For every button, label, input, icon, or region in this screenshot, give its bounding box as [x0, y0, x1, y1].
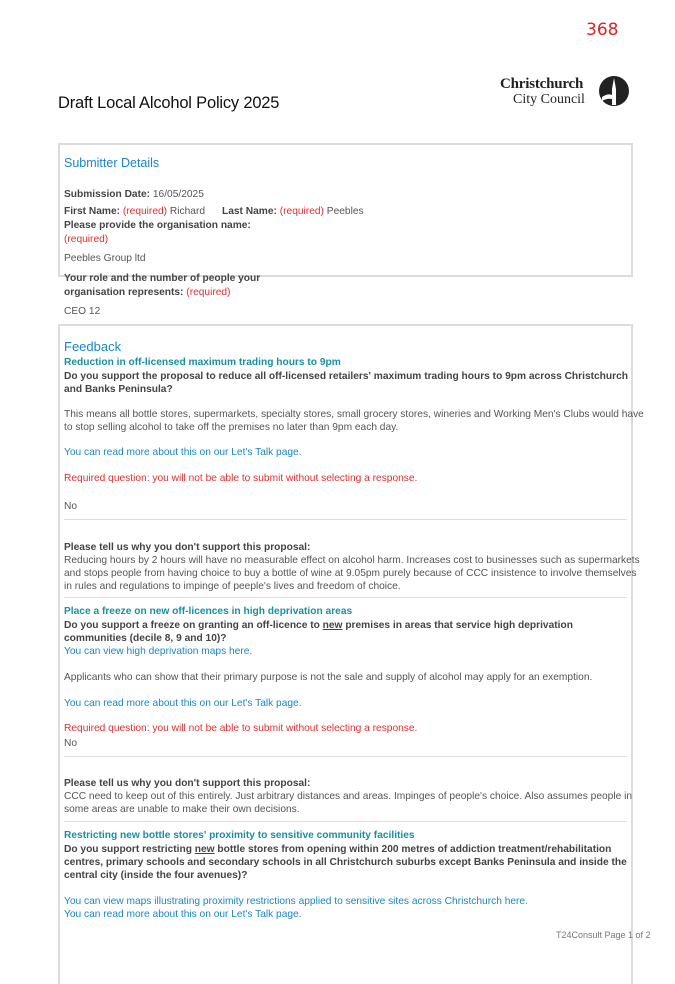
q2-maps-link[interactable]: here. [229, 646, 253, 657]
q2-question-line-1 [64, 619, 573, 632]
last-name-value: Peebles [326, 206, 364, 217]
q2-required-notice: Required question: you will not be able to submit without selecting a response. [64, 723, 418, 734]
q1-why-line-2: and stops people from having choice to buy a bottle of wine at 9.05pm purely because of CCC insistence to involve themselves [64, 568, 637, 579]
page-footer: T24Consult Page 1 of 2 [556, 930, 651, 940]
document-title: Draft Local Alcohol Policy 2025 [58, 94, 280, 112]
divider [64, 756, 627, 757]
q2-title: Place a freeze on new off-licences in high deprivation areas [64, 606, 353, 617]
divider [64, 821, 627, 822]
q2-question-text-b: premises in areas that service high deprivation [342, 620, 573, 631]
q1-description-line-2: to stop selling alcohol to take off the premises no later than 9pm each day. [64, 422, 399, 433]
submitter-heading: Submitter Details [64, 156, 160, 170]
q2-answer: No [64, 738, 78, 749]
divider [64, 597, 627, 598]
page-number: 368 [586, 20, 619, 40]
q2-why-line-2: some areas are unable to make their own decisions. [64, 804, 300, 815]
q2-why-line-1: CCC need to keep out of this entirely. Just arbitrary distances and areas. Impinges of people's choice. Also assumes people in [64, 791, 633, 802]
q1-answer: No [64, 501, 78, 512]
role-label-text: organisation represents: [64, 287, 184, 298]
q1-read-more [64, 446, 302, 459]
org-name-value: Peebles Group ltd [64, 253, 146, 264]
first-name-value: Richard [169, 206, 206, 217]
q3-question-line-3: central city (inside the four avenues)? [64, 870, 248, 881]
role-label-line-1: Your role and the number of people your [64, 273, 261, 284]
q1-why-line-3: in rules and regulations to impinge of peeple's lives and freedom of choice. [64, 581, 401, 592]
q3-question-text-b: bottle stores from opening within 200 metres of addiction treatment/rehabilitation [214, 844, 612, 855]
q3-question-new: new [194, 844, 215, 855]
q3-title: Restricting new bottle stores' proximity to sensitive community facilities [64, 830, 415, 841]
last-name-required: (required) [279, 206, 324, 217]
q1-lets-talk-link[interactable]: Let's Talk page. [231, 447, 302, 458]
q2-question-line-2: communities (decile 8, 9 and 10)? [64, 633, 227, 644]
q2-maps-text: You can view high deprivation maps [64, 646, 229, 657]
q3-question-text-a: Do you support restricting [64, 844, 195, 855]
org-name-required: (required) [64, 234, 109, 245]
role-value: CEO 12 [64, 306, 101, 317]
q2-question-new: new [322, 620, 343, 631]
logo-line-2: City Council [513, 92, 585, 107]
q2-read-more-text: You can read more about this on our [64, 698, 232, 709]
role-required: (required) [186, 287, 231, 298]
q1-question-line-2: and Banks Peninsula? [64, 384, 173, 395]
first-name-row [64, 205, 205, 218]
council-logo [500, 73, 630, 109]
submission-date-label: Submission Date: [64, 189, 151, 200]
q1-why-label: Please tell us why you don't support this proposal: [64, 542, 311, 553]
first-name-label: First Name: [64, 206, 121, 217]
first-name-required: (required) [122, 206, 168, 217]
q3-read-more [64, 908, 302, 921]
cathedral-icon [598, 75, 630, 107]
q2-maps-line [64, 645, 252, 658]
submission-date-row [64, 188, 204, 201]
q1-why-line-1: Reducing hours by 2 hours will have no measurable effect on alcohol harm. Increases cost to businesses such as supermarkets [64, 555, 640, 566]
q3-maps-link[interactable]: here. [504, 896, 528, 907]
last-name-row [222, 205, 364, 218]
q3-maps-text: You can view maps illustrating proximity restrictions applied to sensitive sites across Christchurch [64, 896, 505, 907]
divider [64, 519, 627, 520]
q2-lets-talk-link[interactable]: Let's Talk page. [231, 698, 302, 709]
q2-why-label: Please tell us why you don't support this proposal: [64, 778, 311, 789]
q3-question-line-2: centres, primary schools and secondary schools in all Christchurch suburbs except Banks Peninsula and inside the [64, 857, 627, 868]
q3-lets-talk-link[interactable]: Let's Talk page. [231, 909, 302, 920]
q2-read-more [64, 697, 302, 710]
q3-question-line-1 [64, 843, 611, 856]
logo-line-1: Christchurch [500, 76, 584, 92]
q3-maps-line [64, 895, 528, 908]
q1-description-line-1: This means all bottle stores, supermarkets, specialty stores, small grocery stores, wineries and Working Men's Clubs would have [64, 409, 644, 420]
q2-question-text-a: Do you support a freeze on granting an off-licence to [64, 620, 323, 631]
q1-title: Reduction in off-licensed maximum trading hours to 9pm [64, 357, 341, 368]
feedback-heading: Feedback [64, 339, 122, 354]
q1-read-more-text: You can read more about this on our [64, 447, 232, 458]
q2-exemption: Applicants who can show that their primary purpose is not the sale and supply of alcohol may apply for an exemption. [64, 672, 593, 683]
q3-read-more-text: You can read more about this on our [64, 909, 232, 920]
submission-date-value: 16/05/2025 [152, 189, 204, 200]
last-name-label: Last Name: [222, 206, 277, 217]
q1-required-notice: Required question: you will not be able to submit without selecting a response. [64, 473, 418, 484]
org-name-label: Please provide the organisation name: [64, 220, 251, 231]
role-label-line-2 [64, 286, 230, 299]
q1-question-line-1: Do you support the proposal to reduce all off-licensed retailers' maximum trading hours to 9pm across Christchurch [64, 371, 628, 382]
